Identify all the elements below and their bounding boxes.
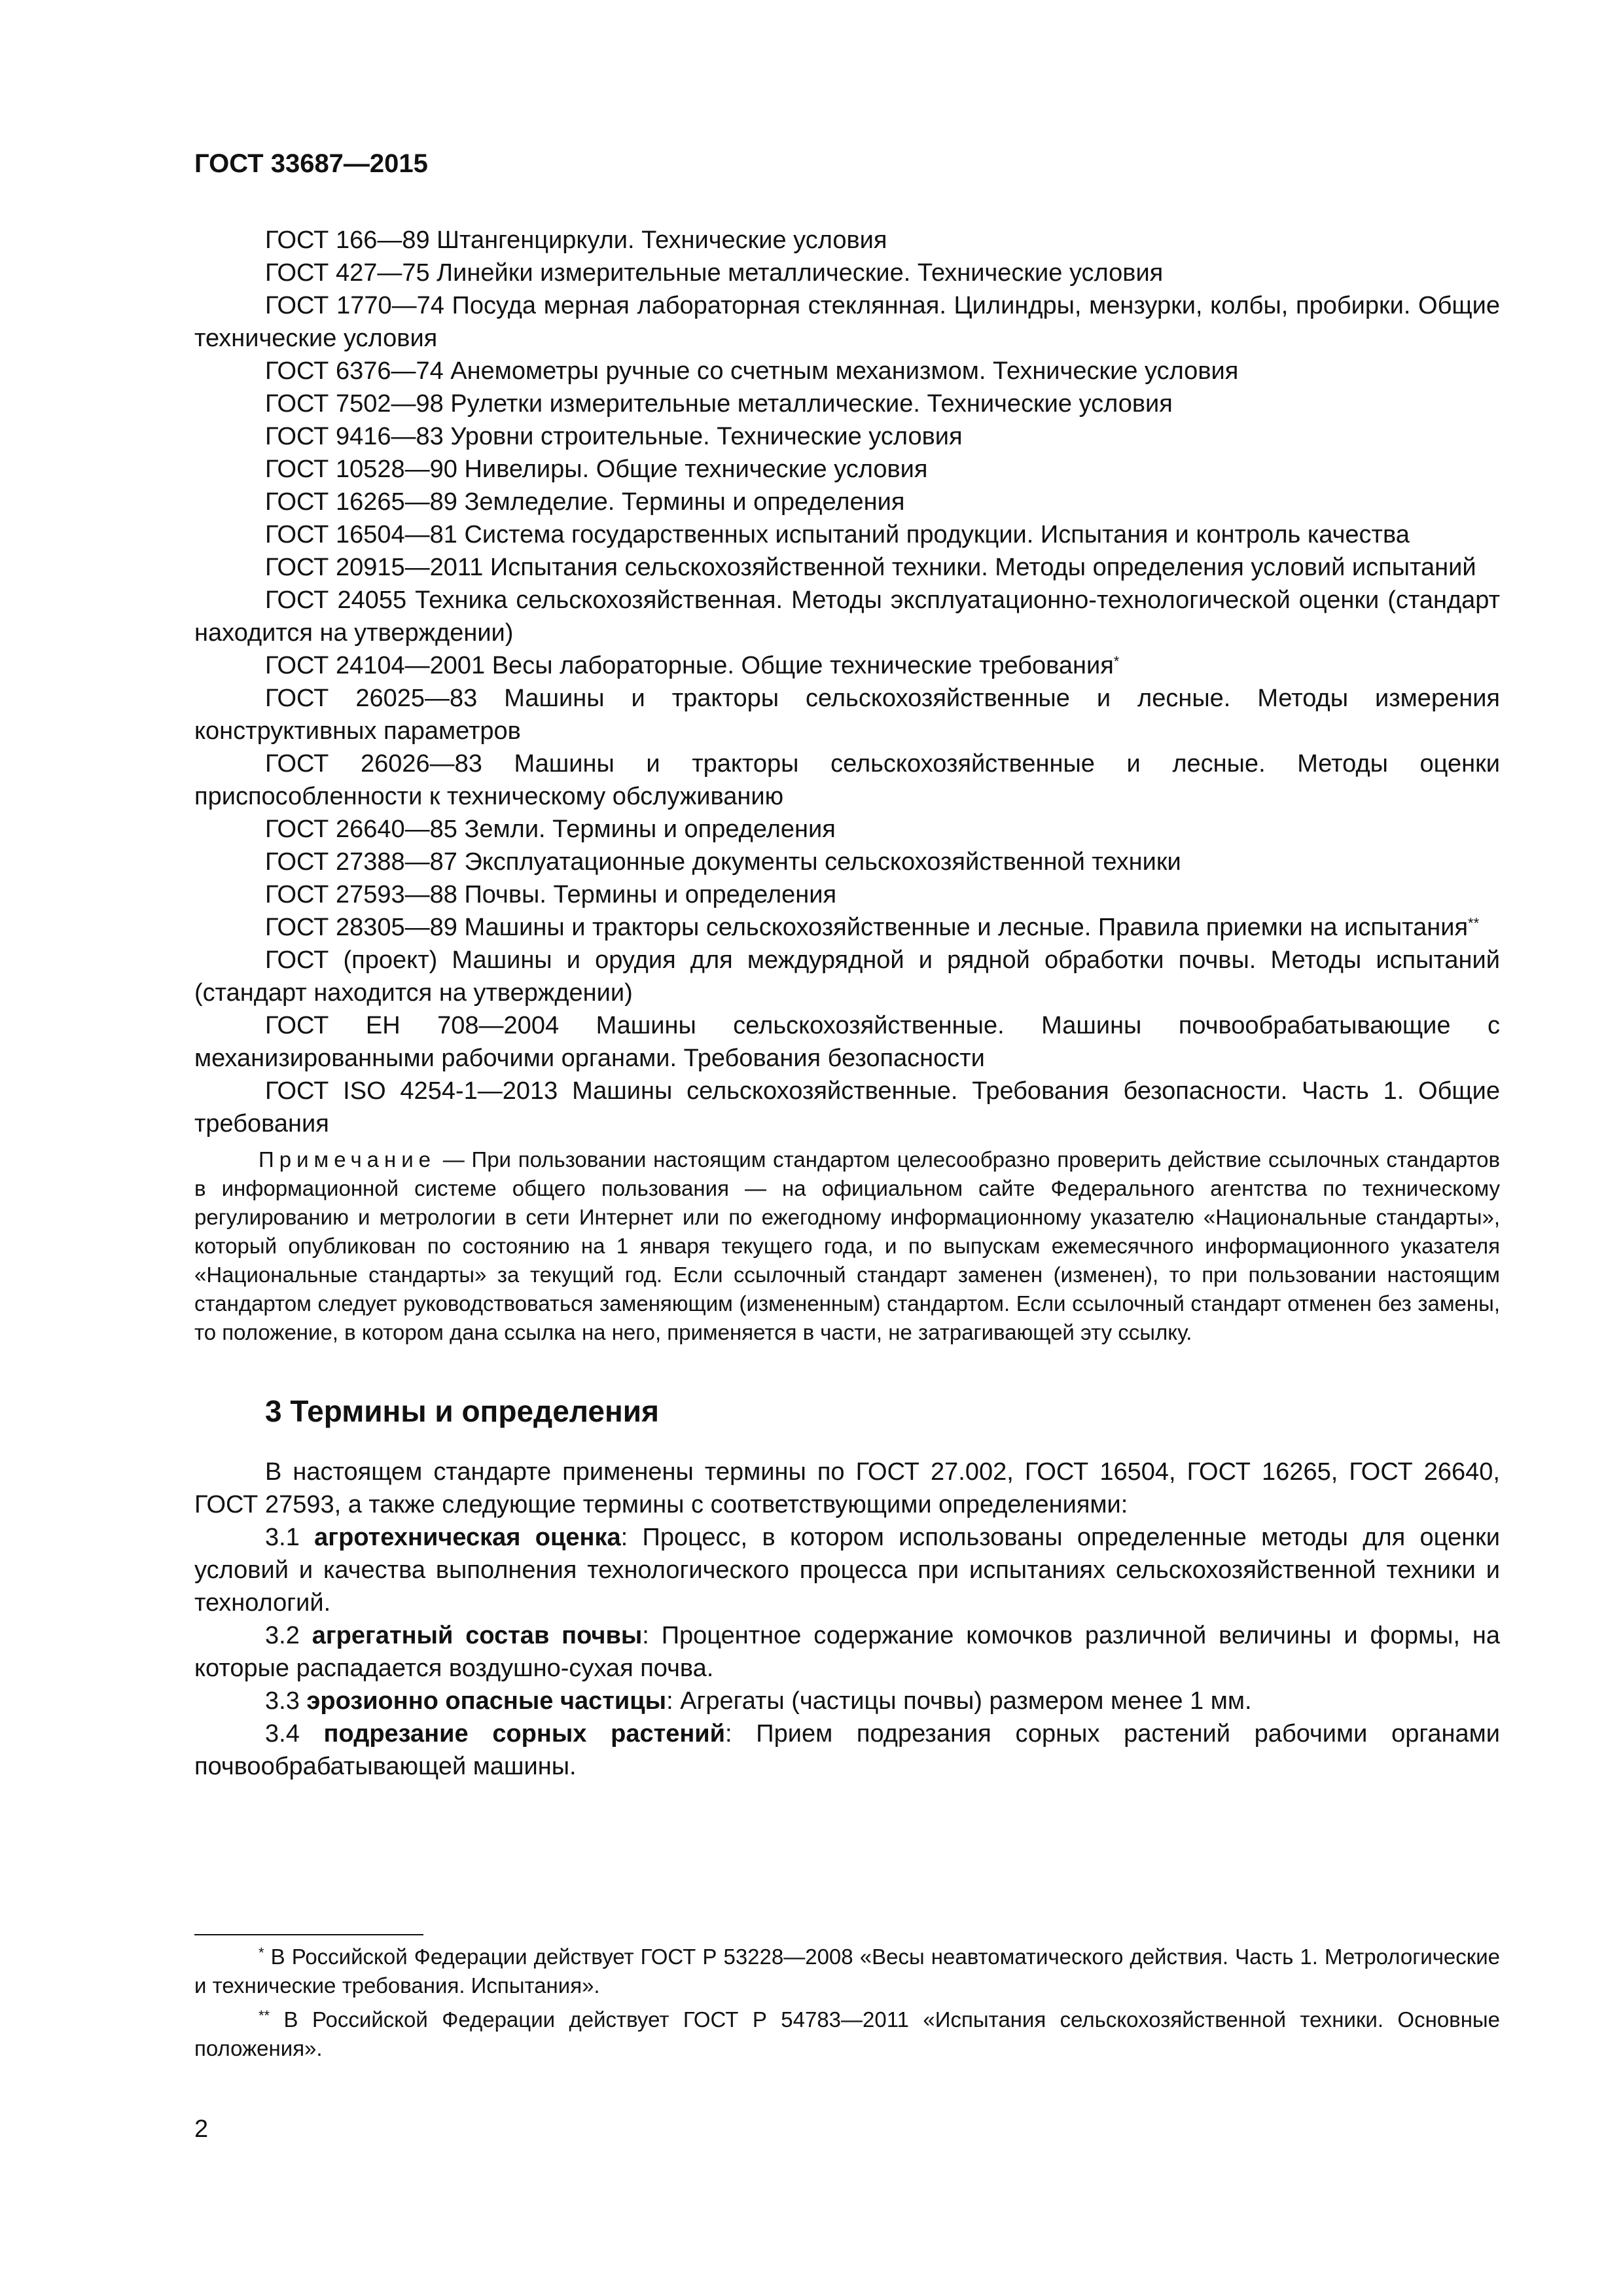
reference-item: ГОСТ 10528—90 Нивелиры. Общие технические условия — [265, 456, 928, 483]
reference-item: ГОСТ 166—89 Штангенциркули. Технические условия — [265, 226, 887, 254]
note-label: Примечание — [259, 1147, 437, 1172]
reference-item: ГОСТ 27388—87 Эксплуатационные документы сельскохозяйственной техники — [265, 848, 1181, 876]
term-definition: 3.4 подрезание сорных растений: Прием подрезания сорных растений рабочими органами почвообрабатывающей машины. — [194, 1720, 1500, 1780]
term-name: подрезание сорных растений — [323, 1720, 726, 1748]
term-definition: 3.1 агротехническая оценка: Процесс, в котором использованы определенные методы для оценки условий и качества выполнения технологического процесса при испытаниях сельскохозяйственной техники и технологий. — [194, 1524, 1500, 1617]
reference-item: ГОСТ 27593—88 Почвы. Термины и определения — [265, 881, 837, 908]
reference-item: ГОСТ 16265—89 Земледелие. Термины и определения — [265, 488, 905, 516]
reference-item: ГОСТ 26026—83 Машины и тракторы сельскохозяйственные и лесные. Методы оценки приспособленности к техническому обслуживанию — [194, 750, 1500, 810]
document-code-header: ГОСТ 33687—2015 — [194, 149, 428, 178]
footnote-marker: ** — [259, 2007, 270, 2024]
reference-item: ГОСТ 1770—74 Посуда мерная лабораторная стеклянная. Цилиндры, мензурки, колбы, пробирки. Общие технические условия — [194, 292, 1500, 352]
reference-item: ГОСТ ISO 4254-1—2013 Машины сельскохозяйственные. Требования безопасности. Часть 1. Общие требования — [194, 1077, 1500, 1138]
reference-item: ГОСТ 427—75 Линейки измерительные металлические. Технические условия — [265, 259, 1164, 287]
footnote: ** В Российской Федерации действует ГОСТ Р 54783—2011 «Испытания сельскохозяйственной техники. Основные положения». — [194, 2007, 1500, 2060]
reference-item: ГОСТ ЕН 708—2004 Машины сельскохозяйственные. Машины почвообрабатывающие с механизированными рабочими органами. Требования безопасности — [194, 1012, 1500, 1072]
term-name: агротехническая оценка — [314, 1524, 621, 1551]
footnote-marker: * — [259, 1945, 264, 1961]
reference-item: ГОСТ 28305—89 Машины и тракторы сельскохозяйственные и лесные. Правила приемки на испытания** — [265, 914, 1480, 941]
footnote-marker: ** — [1468, 915, 1480, 931]
section-title: 3 Термины и определения — [265, 1394, 659, 1428]
reference-item: ГОСТ 20915—2011 Испытания сельскохозяйственной техники. Методы определения условий испытаний — [265, 554, 1476, 581]
term-name: эрозионно опасные частицы — [306, 1687, 667, 1715]
footnotes — [194, 1943, 1500, 2068]
term-name: агрегатный состав почвы — [312, 1622, 643, 1649]
reference-item: ГОСТ 9416—83 Уровни строительные. Технические условия — [265, 423, 963, 450]
note-text: При пользовании настоящим стандартом целесообразно проверить действие ссылочных стандартов в информационной системе общего пользования — на официальном сайте Федерального агентства по техническому регулированию и метрологии в сети Интернет или по ежегодному информационному указателю «Национальные стандарты», который опубликован по состоянию на 1 января текущего года, и по выпускам ежемесячного информационного указателя «Национальные стандарты» за текущий год. Если ссылочный стандарт заменен (изменен), то при пользовании настоящим стандартом следует руководствоваться заменяющим (измененным) стандартом. Если ссылочный стандарт отменен без замены, то положение, в котором дана ссылка на него, применяется в части, не затрагивающей эту ссылку. — [194, 1147, 1500, 1344]
normative-references-list — [194, 224, 1500, 1783]
footnote-separator — [194, 1934, 423, 1935]
reference-item: ГОСТ 6376—74 Анемометры ручные со счетным механизмом. Технические условия — [265, 357, 1239, 385]
reference-item: ГОСТ (проект) Машины и орудия для междурядной и рядной обработки почвы. Методы испытаний (стандарт находится на утверждении) — [194, 946, 1500, 1007]
reference-item: ГОСТ 16504—81 Система государственных испытаний продукции. Испытания и контроль качества — [265, 521, 1410, 548]
reference-item: ГОСТ 24104—2001 Весы лабораторные. Общие технические требования* — [265, 652, 1120, 679]
term-definition: 3.2 агрегатный состав почвы: Процентное содержание комочков различной величины и формы, на которые распадается воздушно-сухая почва. — [194, 1622, 1500, 1682]
reference-item: ГОСТ 24055 Техника сельскохозяйственная. Методы эксплуатационно-технологической оценки (стандарт находится на утверждении) — [194, 586, 1500, 647]
reference-item: ГОСТ 26640—85 Земли. Термины и определения — [265, 816, 836, 843]
term-definition: 3.3 эрозионно опасные частицы: Агрегаты (частицы почвы) размером менее 1 мм. — [265, 1687, 1252, 1715]
section-intro: В настоящем стандарте применены термины по ГОСТ 27.002, ГОСТ 16504, ГОСТ 16265, ГОСТ 26640, ГОСТ 27593, а также следующие термины с соответствующими определениями: — [194, 1458, 1500, 1518]
note-paragraph: Примечание — При пользовании настоящим стандартом целесообразно проверить действие ссылочных стандартов в информационной системе общего пользования — на официальном сайте Федерального агентства по техническому регулированию и метрологии в сети Интернет или по ежегодному информационному указателю «Национальные стандарты», который опубликован по состоянию на 1 января текущего года, и по выпускам ежемесячного информационного указателя «Национальные стандарты» за текущий год. Если ссылочный стандарт заменен (изменен), то при пользовании настоящим стандартом следует руководствоваться заменяющим (измененным) стандартом. Если ссылочный стандарт отменен без замены, то положение, в котором дана ссылка на него, применяется в части, не затрагивающей эту ссылку. — [194, 1147, 1500, 1344]
reference-item: ГОСТ 26025—83 Машины и тракторы сельскохозяйственные и лесные. Методы измерения конструктивных параметров — [194, 685, 1500, 745]
footnote-marker: * — [1113, 653, 1120, 670]
reference-item: ГОСТ 7502—98 Рулетки измерительные металлические. Технические условия — [265, 390, 1173, 418]
page-number: 2 — [194, 2115, 209, 2143]
footnote: * В Российской Федерации действует ГОСТ Р 53228—2008 «Весы неавтоматического действия. Часть 1. Метрологические и технические требования. Испытания». — [194, 1945, 1500, 1998]
